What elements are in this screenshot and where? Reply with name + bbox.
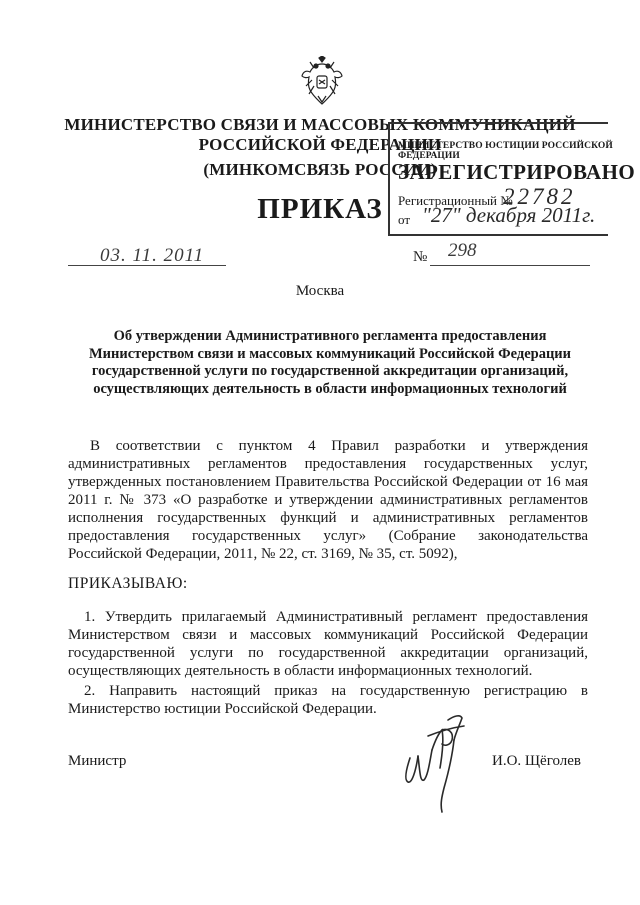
ministry-name: МИНИСТЕРСТВО СВЯЗИ И МАССОВЫХ КОММУНИКАЦИЙ bbox=[64, 115, 576, 134]
date-underline bbox=[68, 265, 226, 266]
stamp-authority: МИНИСТЕРСТВО ЮСТИЦИИ РОССИЙСКОЙ ФЕДЕРАЦИИ bbox=[398, 141, 613, 161]
signatory-role: Министр bbox=[68, 753, 127, 769]
order-subject: Об утверждении Административного регламента предоставления Министерством связи и массовых коммуникаций Российской Федерации государственной услуги по государственной аккредитации организаций, осуществляющих деятельность в области информационных технологий bbox=[88, 328, 572, 397]
document-title: ПРИКАЗ bbox=[257, 193, 383, 225]
stamp-registered: ЗАРЕГИСТРИРОВАНО bbox=[398, 160, 636, 184]
coat-of-arms-icon bbox=[300, 56, 344, 106]
signatory-name: И.О. Щёголев bbox=[492, 753, 582, 769]
order-number: 298 bbox=[448, 240, 477, 261]
order-item-1: 1. Утвердить прилагаемый Административный регламент предоставления Министерством связи и массовых коммуникаций Российской Федерации государственной услуги по государственной аккредитации организаций, осуществляющих деятельность в области информационных технологий. bbox=[68, 609, 588, 679]
number-label: № bbox=[413, 249, 428, 265]
city: Москва bbox=[295, 283, 345, 299]
stamp-reg-number: 22782 bbox=[503, 184, 576, 209]
order-date: 03. 11. 2011 bbox=[100, 245, 205, 266]
preamble-paragraph: В соответствии с пунктом 4 Правил разработки и утверждения административных регламентов предоставления государственных услуг, утвержденных постановлением Правительства Российской Федерации от 16 мая 2011 г. № 373 «О разработке и утверждении административных регламентов исполнения государственных функций и административных регламентов предоставления государственных услуг» (Собрание законодательства Российской Федерации, 2011, № 22, ст. 3169, № 35, ст. 5092), bbox=[68, 438, 588, 562]
ministry-short-name: (МИНКОМСВЯЗЬ РОССИИ) bbox=[203, 160, 437, 179]
signature-icon bbox=[398, 710, 478, 820]
stamp-date-label: от bbox=[398, 212, 411, 227]
order-item-2: 2. Направить настоящий приказ на государственную регистрацию в Министерство юстиции Российской Федерации. bbox=[68, 683, 588, 717]
stamp-reg-label: Регистрационный № bbox=[398, 193, 513, 208]
order-word: ПРИКАЗЫВАЮ: bbox=[68, 575, 188, 592]
stamp-date-value: "27" декабря 2011г. bbox=[422, 203, 596, 227]
ministry-country: РОССИЙСКОЙ ФЕДЕРАЦИИ bbox=[198, 135, 442, 154]
number-underline bbox=[430, 265, 590, 266]
